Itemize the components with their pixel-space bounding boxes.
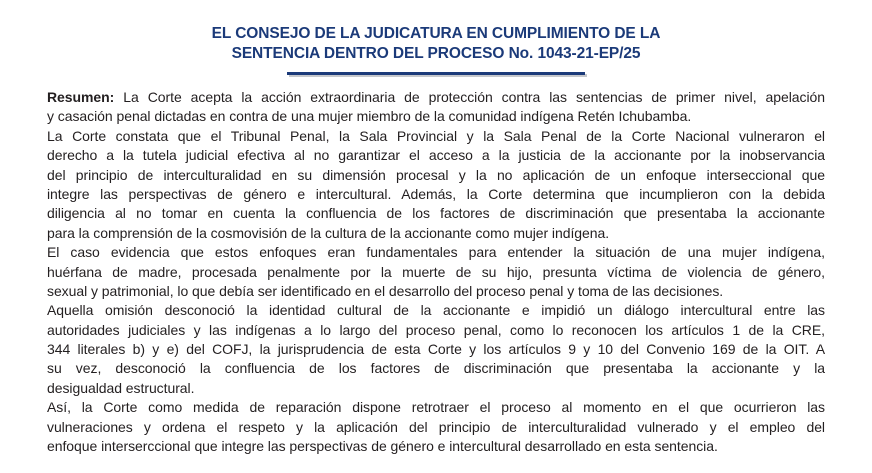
title-divider: [287, 72, 585, 75]
summary-line: El caso evidencia que estos enfoques eran fundamentales para entender la situación de una mujer indígena,: [47, 244, 825, 261]
summary-line: Así, la Corte como medida de reparación dispone retrotraer el proceso al momento en el que ocurrieron las: [47, 399, 825, 416]
summary-paragraphs: [47, 88, 825, 456]
summary-line: Resumen: La Corte acepta la acción extraordinaria de protección contra las sentencias de primer nivel, apelación: [47, 89, 825, 105]
document-header: [0, 0, 872, 75]
summary-body: [47, 88, 825, 456]
summary-line: su vez, desconoció la confluencia de los factores de discriminación que presentaba la accionante y la: [47, 360, 825, 377]
summary-lead-label: Resumen:: [47, 89, 115, 105]
page-title: [0, 24, 872, 64]
summary-line: 344 literales b) y e) del COFJ, la jurisprudencia de esta Corte y los artículos 9 y 10 del Convenio 169 de la OIT. A: [47, 341, 825, 358]
summary-line: del principio de interculturalidad en su dimensión procesal y la no aplicación de un enfoque interseccional que: [47, 166, 825, 183]
summary-line: desigualdad estructural.: [47, 379, 195, 396]
title-line-1: EL CONSEJO DE LA JUDICATURA EN CUMPLIMIENTO DE LA: [211, 25, 661, 42]
summary-line: Aquella omisión desconoció la identidad cultural de la accionante e impidió un diálogo intercultural entre las: [47, 302, 825, 319]
summary-line: vulneraciones y ordena el respeto y la aplicación del principio de interculturalidad vulnerado y el empleo del: [47, 418, 825, 435]
summary-line: derecho a la tutela judicial efectiva al no garantizar el acceso a la justicia de la accionante por la inobservancia: [47, 147, 825, 164]
summary-line: huérfana de madre, procesada penalmente por la muerte de su hijo, presunta víctima de violencia de género,: [47, 263, 825, 280]
summary-line: La Corte constata que el Tribunal Penal, la Sala Provincial y la Sala Penal de la Corte Nacional vulneraron el: [47, 127, 825, 144]
summary-line: autoridades judiciales y las indígenas a lo largo del proceso penal, como lo reconocen los artículos 1 de la CRE,: [47, 321, 825, 338]
summary-line: para la comprensión de la cosmovisión de la cultura de la accionante como mujer indígena.: [47, 224, 610, 241]
summary-line: y casación penal dictadas en contra de una mujer miembro de la comunidad indígena Retén Ichubamba.: [47, 108, 692, 125]
summary-line: enfoque interserccional que integre las perspectivas de género e intercultural desarrollado en esta sentencia.: [47, 438, 718, 455]
summary-line: diligencia al no tomar en cuenta la confluencia de los factores de discriminación que presentaba la accionante: [47, 205, 825, 222]
summary-line: sexual y patrimonial, lo que debía ser identificado en el desarrollo del proceso penal y toma de las decisiones.: [47, 282, 724, 299]
summary-line: integre las perspectivas de género e intercultural. Además, la Corte determina que incumplieron con la debida: [47, 185, 825, 202]
title-line-2: SENTENCIA DENTRO DEL PROCESO No. 1043-21-EP/25: [231, 45, 641, 62]
